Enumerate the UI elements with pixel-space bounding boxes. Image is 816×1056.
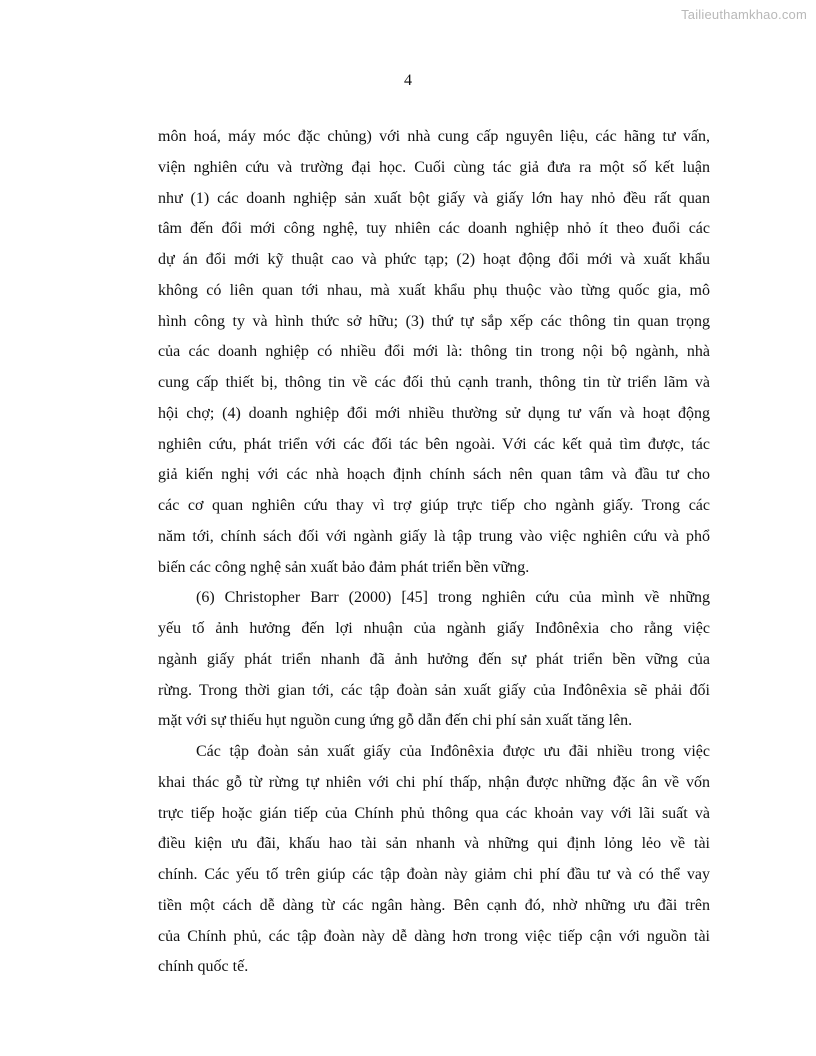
text-line: ngành giấy phát triển nhanh đã ảnh hưởng đến sự phát triển bền vững của [158,650,710,668]
text-line: của các doanh nghiệp có nhiều đổi mới là: thông tin trong nội bộ ngành, nhà [158,343,710,361]
text-line: hội chợ; (4) doanh nghiệp đổi mới nhiều thường sử dụng tư vấn và hoạt động [158,404,710,422]
text-line: hình công ty và hình thức sở hữu; (3) thứ tự sắp xếp các thông tin quan trọng [158,312,710,330]
text-line: điều kiện ưu đãi, khấu hao tài sản nhanh và những qui định lỏng lẻo về tài [158,835,710,853]
text-line: nghiên cứu, phát triển với các đối tác bên ngoài. Với các kết quả tìm được, tác [158,435,710,453]
paragraph [158,122,710,583]
text-line: tiền một cách dễ dàng từ các ngân hàng. Bên cạnh đó, nhờ những ưu đãi trên [158,896,710,914]
document-body [158,122,710,983]
text-line: môn hoá, máy móc đặc chủng) với nhà cung cấp nguyên liệu, các hãng tư vấn, [158,128,710,145]
text-line: của Chính phủ, các tập đoàn này dễ dàng hơn trong việc tiếp cận với nguồn tài [158,927,710,945]
paragraph [158,583,710,737]
text-line: biến các công nghệ sản xuất bảo đảm phát triển bền vững. [158,558,530,576]
text-line: các cơ quan nghiên cứu thay vì trợ giúp trực tiếp cho ngành giấy. Trong các [158,497,710,514]
text-line: trực tiếp hoặc gián tiếp của Chính phủ thông qua các khoản vay với lãi suất và [158,804,710,822]
text-line: (6) Christopher Barr (2000) [45] trong nghiên cứu của mình về những [196,589,710,607]
text-line: cung cấp thiết bị, thông tin về các đối thủ cạnh tranh, thông tin từ triển lãm và [158,374,710,391]
page-number: 4 [404,72,412,89]
watermark: Tailieuthamkhao.com [681,7,807,22]
text-line: yếu tố ảnh hưởng đến lợi nhuận của ngành giấy Inđônêxia cho rằng việc [158,620,710,637]
text-line: chính. Các yếu tố trên giúp các tập đoàn này giảm chi phí đầu tư và có thể vay [158,866,710,883]
text-line: như (1) các doanh nghiệp sản xuất bột giấy và giấy lớn hay nhỏ đều rất quan [158,189,710,207]
text-line: mặt với sự thiếu hụt nguồn cung ứng gỗ dẫn đến chi phí sản xuất tăng lên. [158,712,633,730]
text-line: năm tới, chính sách đối với ngành giấy là tập trung vào việc nghiên cứu và phổ [158,527,710,545]
text-line: rừng. Trong thời gian tới, các tập đoàn sản xuất giấy của Inđônêxia sẽ phải đối [158,681,710,699]
text-line: Các tập đoàn sản xuất giấy của Inđônêxia được ưu đãi nhiều trong việc [196,743,710,760]
text-line: tâm đến đổi mới công nghệ, tuy nhiên các doanh nghiệp nhỏ ít theo đuổi các [158,220,710,238]
text-line: viện nghiên cứu và trường đại học. Cuối cùng tác giả đưa ra một số kết luận [158,158,710,176]
text-line: dự án đổi mới kỹ thuật cao và phức tạp; (2) hoạt động đổi mới và xuất khẩu [158,251,710,268]
text-line: giả kiến nghị với các nhà hoạch định chính sách nên quan tâm và đầu tư cho [158,466,710,484]
paragraph [158,737,710,983]
text-line: chính quốc tế. [158,958,249,976]
text-line: không có liên quan tới nhau, mà xuất khẩu phụ thuộc vào từng quốc gia, mô [158,281,710,299]
text-line: khai thác gỗ từ rừng tự nhiên với chi phí thấp, nhận được những đặc ân về vốn [158,773,710,791]
